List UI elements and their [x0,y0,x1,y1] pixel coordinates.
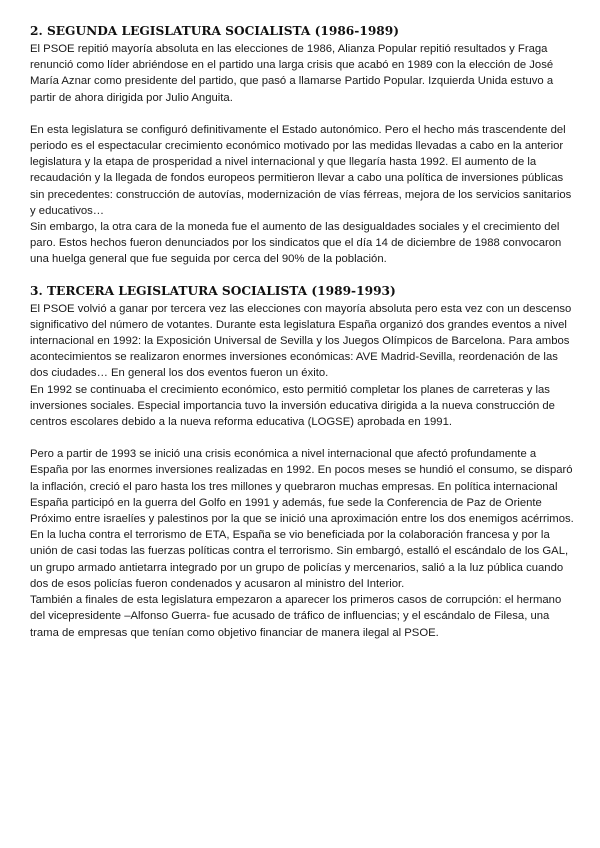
paragraph-corrupcion: También a finales de esta legislatura empezaron a aparecer los primeros casos de corrupción: el hermano del vicepresidente –Alfonso Guerra- fue acusado de tráfico de influencias; y el escándalo de Filesa, una trama de empresas que tenían como objetivo financiar de manera ilegal al PSOE. [30,594,562,639]
paragraph-crecimiento-1992: En 1992 se continuaba el crecimiento económico, esto permitió completar los planes de carreteras y las inversiones sociales. Especial importancia tuvo la inversión educativa dirigida a la nueva construcción de centros escolares debido a la nueva reforma educativa (LOGSE) aprobada en 1991. [30,383,555,429]
paragraph-crisis-1993: Pero a partir de 1993 se inició una crisis económica a nivel internacional que afectó profundamente a España por las enormes inversiones realizadas en 1992. En pocos meses se hundió el consumo, se disparó la inflación, creció el paro hasta los tres millones y quebraron muchas empresas. En política internacional España participó en la guerra del Golfo en 1991 y además, fue sede la Conferencia de Paz de Oriente Próximo entre israelíes y palestinos por la que se inició una aproximación entre los dos enemigos acérrimos. En la lucha contra el terrorismo de ETA, España se vio beneficiada por la colaboración francesa y por la unión de casi todas las fuerzas políticas contra el terrorismo. Sin embargó, estalló el escándalo de los GAL, un grupo armado antietarra integrado por un grupo de policías y mercenarios, salió a la luz pública cuando dos de esos policías fueron condenados y acusaron al ministro del Interior. [30,448,574,590]
section-heading-segunda-legislatura: 2. SEGUNDA LEGISLATURA SOCIALISTA (1986-1989) [30,24,400,38]
document-page [30,22,575,641]
paragraph-estado-autonomico: En esta legislatura se configuró definitivamente el Estado autonómico. Pero el hecho más trascendente del periodo es el espectacular crecimiento económico motivado por las medidas llevadas a cabo en la anterior legislatura y la etapa de prosperidad a nivel internacional y que llegaría hasta 1992. El aumento de la recaudación y la llegada de fondos europeos permitieron llevar a cabo una política de inversiones públicas sin precedentes: construcción de autovías, modernización de vías férreas, mejora de los servicios sanitarios y educativos… [30,123,572,217]
paragraph-psoe-1986: El PSOE repitió mayoría absoluta en las elecciones de 1986, Alianza Popular repitió resultados y Fraga renunció como líder abriéndose en el partido una larga crisis que acabó en 1989 con la elección de José María Aznar como presidente del partido, que pasó a llamarse Partido Popular. Izquierda Unida estuvo a partir de ahora dirigida por Julio Anguita. [30,43,554,104]
section-spacer [30,268,575,282]
paragraph-spacer [30,430,575,446]
section-heading-tercera-legislatura: 3. TERCERA LEGISLATURA SOCIALISTA (1989-1993) [30,283,396,298]
paragraph-desigualdades-sociales: Sin embargo, la otra cara de la moneda fue el aumento de las desigualdades sociales y el crecimiento del paro. Estos hechos fueron denunciados por los sindicatos que el día 14 de diciembre de 1988 convocaron una huelga general que fue seguida por cerca del 90% de la población. [30,221,562,266]
paragraph-psoe-tercera-vez: El PSOE volvió a ganar por tercera vez las elecciones con mayoría absoluta pero esta vez con un descenso significativo del número de votantes. Durante esta legislatura España organizó dos grandes eventos a nivel internacional en 1992: la Exposición Universal de Sevilla y los Juegos Olímpicos de Barcelona. Para ambos acontecimientos se realizaron enormes inversiones económicas: AVE Madrid-Sevilla, reordenación de las dos ciudades… En general los dos eventos fueron un éxito. [30,302,572,380]
paragraph-spacer [30,106,575,122]
